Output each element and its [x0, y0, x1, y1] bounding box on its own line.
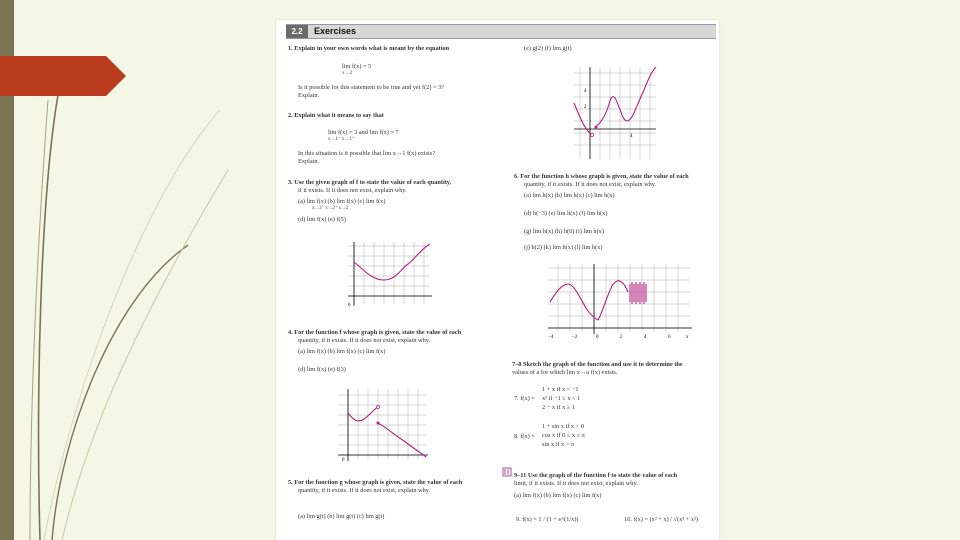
exercise-9-11-text: 9–11 Use the graph of the function f to state the value of each: [514, 472, 678, 479]
exercise-7-8-text: 7–8 Sketch the graph of the function and use it to determine the: [512, 361, 683, 368]
svg-text:4: 4: [644, 335, 647, 340]
svg-text:−4: −4: [548, 335, 554, 340]
exercise-6-text-2: quantity, if it exists. If it does not exist, explain why.: [524, 181, 657, 188]
exercise-3-parts-sub: x→2⁻ x→2⁺ x→2: [312, 206, 349, 211]
svg-text:0: 0: [596, 335, 599, 340]
exercise-1-equation: lim f(x) = 5: [342, 63, 372, 70]
exercise-9-11-parts: (a) lim f(x) (b) lim f(x) (c) lim f(x): [514, 492, 602, 499]
exercise-6-parts-3: (g) lim h(x) (h) h(0) (i) lim h(x): [524, 228, 604, 235]
exercise-3-graph: [344, 240, 434, 310]
exercise-5-parts-1: (a) lim g(t) (b) lim g(t) (c) lim g(t): [298, 513, 385, 520]
exercise-2-question: In this situation is it possible that lim x→1 f(x) exists?: [298, 150, 436, 157]
arrow-banner-icon: [0, 56, 128, 96]
exercise-4-graph: [334, 387, 430, 463]
exercise-3-parts-1: (a) lim f(x) (b) lim f(x) (c) lim f(x): [298, 198, 386, 205]
svg-text:2: 2: [620, 335, 623, 340]
exercise-7-case-1: 1 + x if x < −1: [542, 386, 579, 393]
exercise-6-graph: [546, 262, 694, 340]
svg-text:−2: −2: [572, 335, 578, 340]
exercise-6-text: 6. For the function h whose graph is given, state the value of each: [514, 173, 689, 180]
exercise-8-case-1: 1 + sin x if x < 0: [542, 423, 584, 430]
exercise-3-parts-2: (d) lim f(x) (e) f(5): [298, 216, 346, 223]
exercise-6-parts-2: (d) h(−3) (e) lim h(x) (f) lim h(x): [524, 210, 608, 217]
svg-text:0: 0: [348, 303, 351, 308]
exercise-1-explain: Explain.: [298, 92, 320, 99]
graphing-device-icon: [502, 467, 512, 477]
exercise-8-case-2: cos x if 0 ≤ x ≤ π: [542, 432, 585, 439]
exercise-2-explain: Explain.: [298, 158, 320, 165]
exercise-9-text: 9. f(x) = 1 / (1 + e^(1/x)): [516, 516, 579, 523]
exercise-1-equation-sub: x→2: [342, 71, 352, 76]
exercise-2-equation: lim f(x) = 3 and lim f(x) = 7: [328, 129, 399, 136]
section-title: Exercises: [314, 26, 357, 36]
exercise-8-case-3: sin x if x > π: [542, 441, 575, 448]
section-header: [286, 24, 716, 39]
exercise-2-text: 2. Explain what it means to say that: [288, 112, 384, 119]
exercise-6-parts-4: (j) h(2) (k) lim h(x) (l) lim h(x): [524, 244, 603, 251]
exercise-6-parts-1: (a) lim h(x) (b) lim h(x) (c) lim h(x): [524, 192, 615, 199]
svg-text:6: 6: [668, 335, 671, 340]
exercise-1-text: 1. Explain in your own words what is meant by the equation: [288, 45, 450, 52]
exercise-2-equation-sub: x→1⁻ x→1⁺: [328, 137, 355, 142]
exercise-5-parts-right: (e) g(2) (f) lim g(t): [524, 45, 572, 52]
exercise-4-parts-2: (d) lim f(x) (e) f(3): [298, 366, 346, 373]
svg-text:0: 0: [342, 458, 345, 463]
exercise-9-11-text-2: limit, if it exists. If it does not exist, explain why.: [514, 480, 638, 487]
section-number: 2.2: [286, 25, 308, 38]
exercise-5-text: 5. For the function g whose graph is given, state the value of each: [288, 479, 463, 486]
exercise-7-8-text-2: values of a for which lim x→a f(x) exists.: [512, 369, 618, 376]
exercise-4-text: 4. For the function f whose graph is given, state the value of each: [288, 329, 462, 336]
exercise-3-text: 3. Use the given graph of f to state the value of each quantity,: [288, 179, 452, 186]
exercise-3-text-2: if it exists. If it does not exist, explain why.: [298, 187, 407, 194]
exercise-1-question: Is it possible for this statement to be true and yet f(2) = 3?: [298, 84, 445, 91]
textbook-page: [276, 20, 719, 540]
exercise-7-case-3: 2 − x if x ≥ 1: [542, 404, 575, 411]
svg-text:2: 2: [584, 105, 587, 110]
exercise-7-label: 7. f(x) =: [514, 395, 535, 402]
exercise-7-case-2: x² if −1 ≤ x < 1: [542, 395, 581, 402]
exercise-4-parts-1: (a) lim f(x) (b) lim f(x) (c) lim f(x): [298, 348, 386, 355]
exercise-10-text: 10. f(x) = (x² + x) / √(x³ + x²): [624, 516, 698, 523]
svg-text:4: 4: [584, 89, 587, 94]
exercise-5-text-2: quantity, if it exists. If it does not exist, explain why.: [298, 487, 431, 494]
svg-text:4: 4: [630, 134, 633, 139]
exercise-4-text-2: quantity, if it exists. If it does not exist, explain why.: [298, 337, 431, 344]
exercise-5-graph: [572, 65, 658, 161]
exercise-8-label: 8. f(x) =: [514, 433, 535, 440]
svg-text:x: x: [686, 335, 689, 340]
